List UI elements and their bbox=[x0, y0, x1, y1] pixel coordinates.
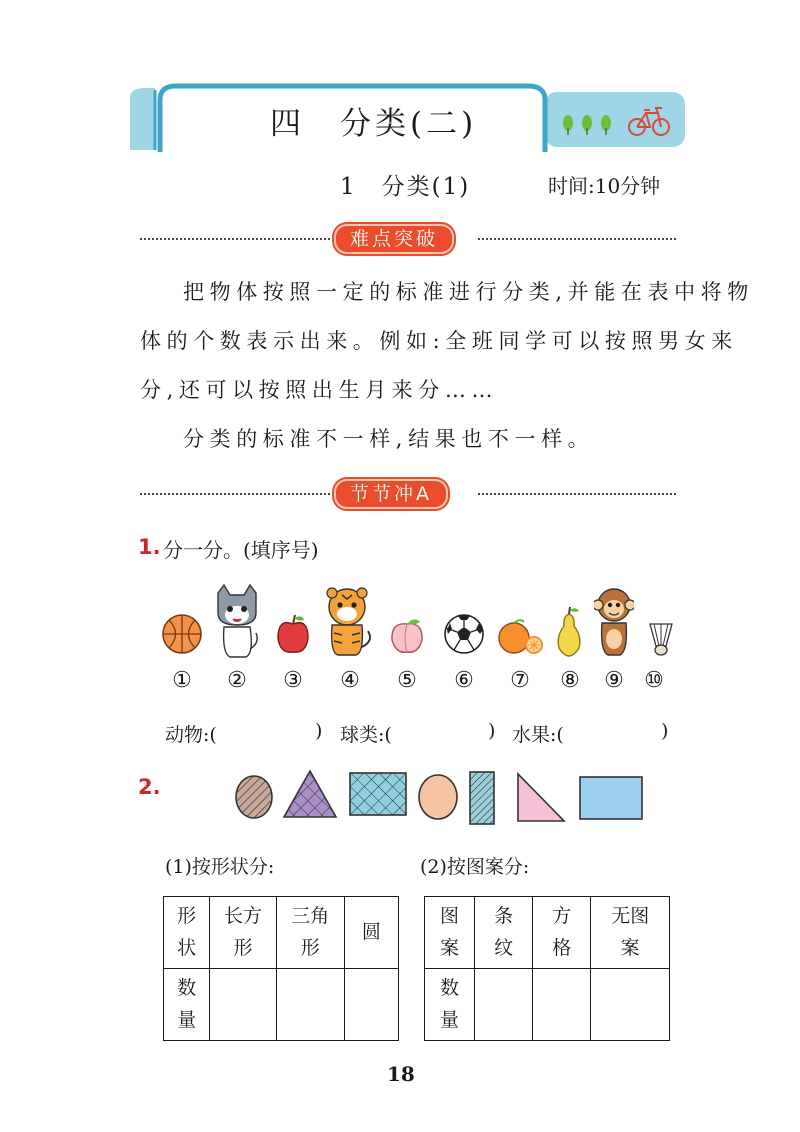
shuttlecock-icon bbox=[646, 618, 676, 658]
table-header-cell: 三角形 bbox=[276, 897, 344, 969]
dotted-divider-right bbox=[478, 493, 676, 495]
dotted-divider-right bbox=[478, 238, 676, 240]
paragraph-line: 体的个数表示出来。例如:全班同学可以按照男女来 bbox=[140, 329, 738, 353]
animals-blank-label: 动物:( bbox=[165, 724, 217, 746]
fruits-blank-close: ) bbox=[661, 720, 669, 742]
dotted-divider-left bbox=[140, 493, 334, 495]
balls-blank-label: 球类:( bbox=[340, 724, 392, 746]
item-number: ① bbox=[172, 668, 192, 693]
part2-label: (2)按图案分: bbox=[420, 856, 530, 878]
balls-blank-close: ) bbox=[488, 720, 496, 742]
page-number: 18 bbox=[387, 1062, 415, 1086]
table-header-cell: 形状 bbox=[164, 897, 210, 969]
soccer-ball-icon bbox=[442, 612, 486, 656]
animals-blank-close: ) bbox=[315, 720, 323, 742]
item-number: ② bbox=[227, 668, 247, 693]
table-row-label: 数量 bbox=[164, 969, 210, 1041]
pattern-count-table bbox=[424, 896, 670, 1041]
item-number: ⑩ bbox=[644, 668, 664, 693]
grid-square-shape bbox=[350, 773, 406, 815]
section-pill-practice: 节节冲A bbox=[334, 479, 448, 509]
fruits-blank-label: 水果:( bbox=[512, 724, 564, 746]
question-number: 2. bbox=[138, 775, 161, 799]
dotted-divider-left bbox=[140, 238, 334, 240]
tiger-icon bbox=[320, 585, 374, 657]
pear-icon bbox=[554, 606, 584, 658]
shapes-row bbox=[230, 765, 650, 829]
item-number: ⑨ bbox=[604, 668, 624, 693]
apple-icon bbox=[274, 612, 312, 656]
grid-triangle-shape bbox=[284, 771, 336, 817]
item-number: ⑦ bbox=[510, 668, 530, 693]
answer-cell[interactable] bbox=[276, 969, 344, 1041]
orange-icon bbox=[496, 618, 544, 658]
table-header-cell: 条纹 bbox=[475, 897, 533, 969]
item-number: ⑧ bbox=[560, 668, 580, 693]
part1-label: (1)按形状分: bbox=[165, 856, 275, 878]
plain-rectangle-shape bbox=[580, 777, 642, 819]
table-header-cell: 无图案 bbox=[591, 897, 670, 969]
question-text: 分一分。(填序号) bbox=[163, 538, 319, 562]
striped-circle-shape bbox=[236, 776, 272, 818]
item-number: ⑥ bbox=[454, 668, 474, 693]
answer-cell[interactable] bbox=[344, 969, 398, 1041]
paragraph-line: 分,还可以按照出生月来分…… bbox=[140, 378, 499, 402]
item-number: ③ bbox=[283, 668, 303, 693]
striped-rectangle-shape bbox=[470, 772, 494, 824]
shape-count-table bbox=[163, 896, 399, 1041]
basketball-icon bbox=[160, 610, 204, 656]
plain-circle-shape bbox=[419, 775, 457, 819]
time-label: 时间:10分钟 bbox=[548, 174, 661, 198]
answer-cell[interactable] bbox=[591, 969, 670, 1041]
monkey-icon bbox=[594, 585, 634, 657]
answer-cell[interactable] bbox=[533, 969, 591, 1041]
plain-triangle-shape bbox=[518, 774, 564, 821]
table-header-cell: 长方形 bbox=[210, 897, 276, 969]
answer-cell[interactable] bbox=[210, 969, 276, 1041]
cat-icon bbox=[212, 583, 262, 659]
paragraph-line: 分类的标准不一样,结果也不一样。 bbox=[183, 427, 595, 451]
item-number: ⑤ bbox=[397, 668, 417, 693]
table-header-cell: 图案 bbox=[425, 897, 475, 969]
answer-cell[interactable] bbox=[475, 969, 533, 1041]
table-header-cell: 圆 bbox=[344, 897, 398, 969]
paragraph-line: 把物体按照一定的标准进行分类,并能在表中将物 bbox=[183, 280, 754, 304]
unit-title: 四 分类(二) bbox=[270, 106, 478, 142]
question-number: 1. bbox=[138, 535, 161, 559]
table-header-cell: 方格 bbox=[533, 897, 591, 969]
item-number: ④ bbox=[340, 668, 360, 693]
section-pill-difficulty: 难点突破 bbox=[334, 224, 454, 254]
peach-icon bbox=[388, 614, 426, 656]
lesson-title: 1 分类(1) bbox=[340, 174, 471, 200]
table-row-label: 数量 bbox=[425, 969, 475, 1041]
